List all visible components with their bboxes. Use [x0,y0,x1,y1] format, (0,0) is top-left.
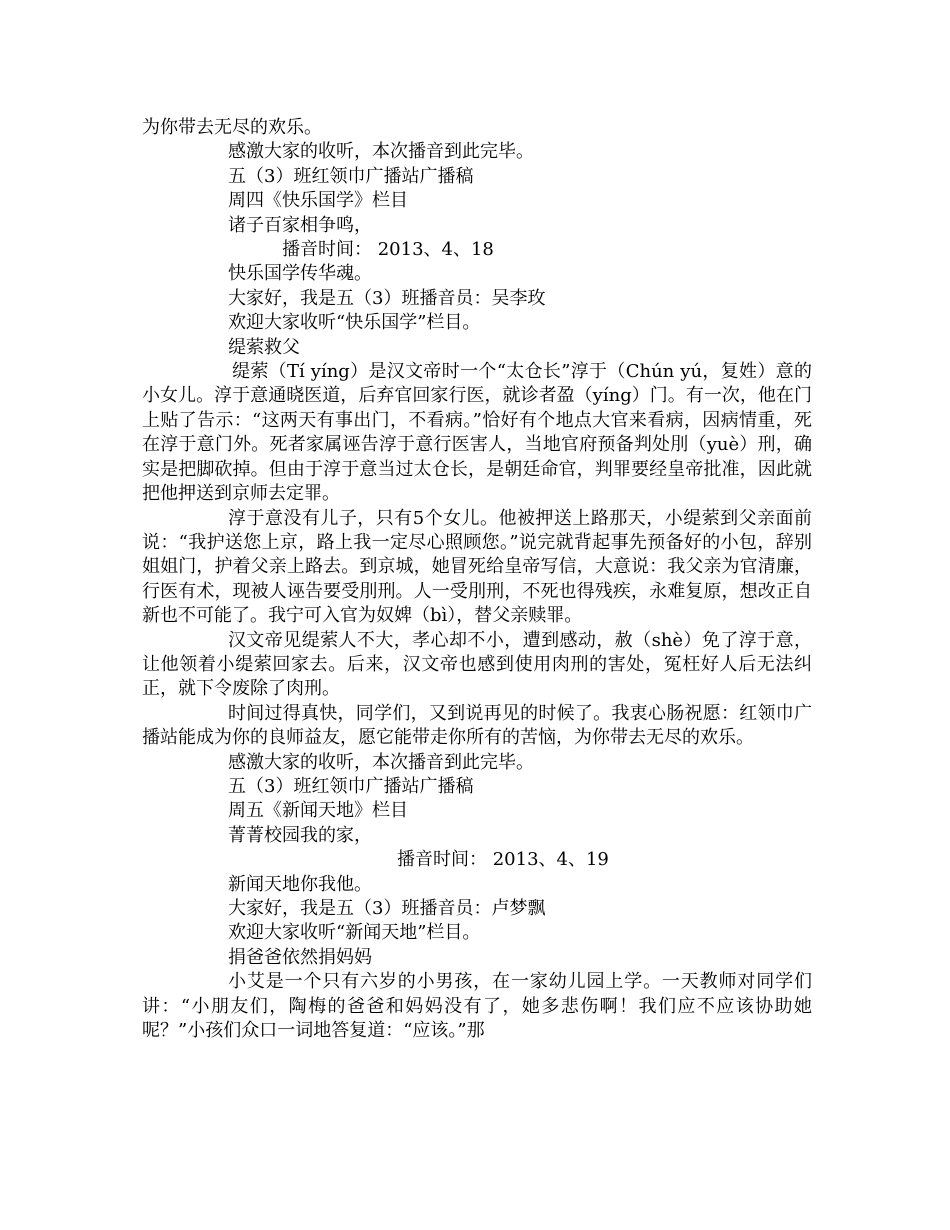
paragraph: 汉文帝见缇萦人不大，孝心却不小，遭到感动，赦（shè）免了淳于意，让他领着小缇萦回家去。后来，汉文帝也感到使用肉刑的害处，冤枉好人后无法纠正，就下令废除了肉刑。 [142,629,812,700]
paragraph: 感激大家的收听，本次播音到此完毕。 [228,141,534,163]
couplet-line: 诸子百家相争鸣， [228,214,372,236]
announcer-intro: 大家好，我是五（3）班播音员：卢梦飘 [228,898,546,919]
welcome-line: 欢迎大家收听“新闻天地”栏目。 [228,922,481,944]
paragraph: 缇萦（Tí yíng）是汉文帝时一个“太仓长”淳于（Chún yú，复姓）意的小女儿。淳于意通晓医道，后弃官回家行医，就诊者盈（yíng）门。有一次，他在门上贴了告示：“这两天有事出门，不看病。”恰好有个地点大官来看病，因病情重，死在淳于意门外。死者家属诬告淳于意行医害人，当地官府预备判处刖（yuè）刑，确实是把脚砍掉。但由于淳于意当过太仓长，是朝廷命官，判罪要经皇帝批准，因此就把他押送到京师去定罪。 [142,361,812,505]
section-heading: 五（3）班红领巾广播站广播稿 [228,775,474,797]
closing-line: 感激大家的收听，本次播音到此完毕。 [228,751,534,773]
column-title: 周四《快乐国学》栏目 [228,190,408,212]
couplet-line: 菁菁校园我的家， [228,824,372,846]
section-heading: 五（3）班红领巾广播站广播稿 [228,165,474,187]
broadcast-time: 播音时间： 2013、4、19 [397,849,609,871]
column-title: 周五《新闻天地》栏目 [228,800,408,822]
story-title: 缇萦救父 [228,336,300,358]
broadcast-time: 播音时间： 2013、4、18 [282,239,494,261]
announcer-intro: 大家好，我是五（3）班播音员：吴李玫 [228,287,546,309]
paragraph: 淳于意没有儿子，只有5个女儿。他被押送上路那天，小缇萦到父亲面前说：“我护送您上京，路上我一定尽心照顾您。”说完就背起事先预备好的小包，辞别姐姐门，护着父亲上路去。到京城，她冒死给皇帝写信，大意说：我父亲为官清廉，行医有术，现被人诬告要受刖刑。人一受刖刑，不死也得残疾，永难复原，想改正自新也不可能了。我宁可入官为奴婢（bì），替父亲赎罪。 [142,507,812,627]
paragraph: 时间过得真快，同学们，又到说再见的时候了。我衷心肠祝愿：红领巾广播站能成为你的良师益友，愿它能带走你所有的苦恼，为你带去无尽的欢乐。 [142,702,812,749]
paragraph: 为你带去无尽的欢乐。 [142,117,322,138]
document-body [142,116,812,1043]
couplet-line: 快乐国学传华魂。 [228,263,372,285]
story-title: 捐爸爸依然捐妈妈 [228,946,372,968]
couplet-line: 新闻天地你我他。 [228,873,372,895]
paragraph: 小艾是一个只有六岁的小男孩，在一家幼儿园上学。一天教师对同学们讲：“小朋友们，陶梅的爸爸和妈妈没有了，她多悲伤啊！我们应不应该协助她呢？”小孩们众口一词地答复道：“应该。”那 [142,971,812,1042]
welcome-line: 欢迎大家收听“快乐国学”栏目。 [228,312,481,334]
